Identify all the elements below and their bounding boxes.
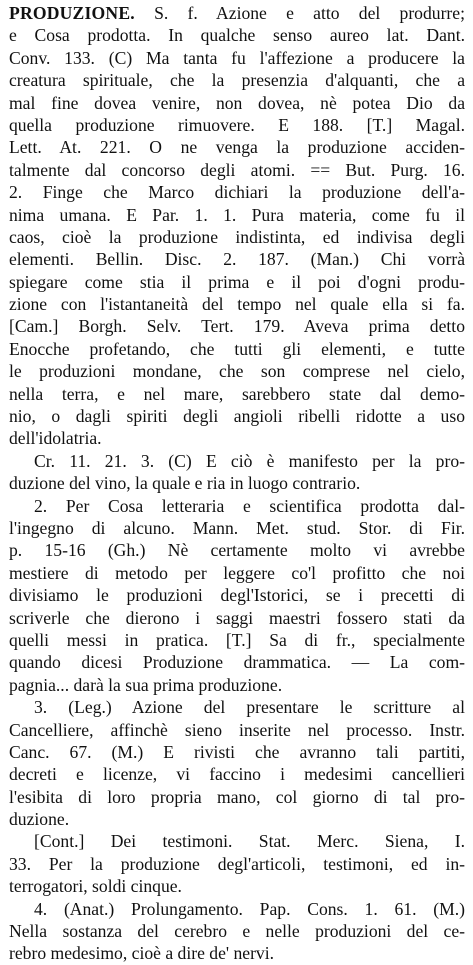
text-line: creatura spirituale, che la presenzia d'alquanti, che a: [9, 70, 465, 91]
text-line: divisiamo le produzioni degl'Istorici, se i precetti di: [9, 585, 465, 606]
text-line: nima umana. E Par. 1. 1. Pura materia, come fu il: [9, 204, 465, 225]
text-line: Nella sostanza del cerebro e nelle produzioni del ce-: [9, 921, 465, 942]
text-line: dell'idolatria.: [9, 428, 102, 449]
text-line: scriverle che dierono i saggi maestri fossero stati da: [9, 607, 465, 628]
text-line: decreti e licenze, vi faccino i medesimi cancellieri: [9, 764, 465, 785]
text-line: l'esibita di loro propria mano, col giorno di tal pro-: [9, 786, 465, 807]
text-line: zione con l'istantaneità del tempo nel quale ella si fa.: [9, 294, 465, 315]
text-line: quelli messi in pratica. [T.] Sa di fr., specialmente: [9, 629, 465, 650]
text-line: l'ingegno di alcuno. Mann. Met. stud. Stor. di Fir.: [9, 517, 465, 538]
text-line: quella produzione rimuovere. E 188. [T.] Magal.: [9, 114, 465, 135]
text-line: [Cam.] Borgh. Selv. Tert. 179. Aveva prima detto: [9, 316, 465, 337]
text-line: Canc. 67. (M.) E rivisti che avranno tali partiti,: [9, 741, 465, 762]
text-line: terrogatori, soldi cinque.: [9, 876, 182, 897]
text-line: 4. (Anat.) Prolungamento. Pap. Cons. 1. 61. (M.): [34, 898, 465, 919]
text-line: Cr. 11. 21. 3. (C) E ciò è manifesto per la pro-: [34, 450, 465, 471]
entry-first-line: [9, 2, 465, 24]
text-line: 33. Per la produzione degl'articoli, testimoni, ed in-: [9, 853, 465, 874]
headword: PRODUZIONE.: [9, 3, 135, 23]
text-line: 3. (Leg.) Azione del presentare le scritture al: [34, 697, 465, 718]
text-line: talmente dal concorso degli atomi. == But. Purg. 16.: [9, 159, 465, 180]
text-line: 2. Finge che Marco dichiari la produzione dell'a-: [9, 182, 465, 203]
text-line: Conv. 133. (C) Ma tanta fu l'affezione a producere la: [9, 47, 465, 68]
text-line: rebro medesimo, cioè a dire de' nervi.: [9, 943, 275, 964]
text-line: Lett. At. 221. O ne venga la produzione acciden-: [9, 137, 465, 158]
entry-body: [9, 24, 465, 964]
text-line: pagnia... darà la sua prima produzione.: [9, 674, 283, 695]
text-line: spiegare come stia il prima e il poi d'ogni produ-: [9, 271, 465, 292]
first-line-rest: S. f. Azione e atto del produrre;: [134, 3, 465, 23]
text-line: e Cosa prodotta. In qualche senso aureo lat. Dant.: [9, 25, 465, 46]
text-line: Enocche profetando, che tutti gli elementi, e tutte: [9, 338, 465, 359]
text-line: le produzioni mondane, che son comprese nel cielo,: [9, 361, 465, 382]
text-line: [Cont.] Dei testimoni. Stat. Merc. Siena, I.: [34, 831, 465, 852]
text-line: nio, o dagli spiriti degli angioli ribelli ridotte a uso: [9, 406, 465, 427]
text-line: p. 15-16 (Gh.) Nè certamente molto vi avrebbe: [9, 540, 465, 561]
text-line: duzione del vino, la quale e ria in luogo contrario.: [9, 473, 361, 494]
text-line: 2. Per Cosa letteraria e scientifica prodotta dal-: [34, 495, 465, 516]
text-line: mal fine dovea venire, non dovea, nè potea Dio da: [9, 92, 465, 113]
text-line: elementi. Bellin. Disc. 2. 187. (Man.) Chi vorrà: [9, 249, 465, 270]
text-line: mestiere di metodo per leggere co'l profitto che noi: [9, 562, 465, 583]
text-line: duzione.: [9, 809, 70, 830]
text-line: Cancelliere, affinchè sieno inserite nel processo. Instr.: [9, 719, 465, 740]
text-line: nella terra, e nel mare, sarebbero state dal demo-: [9, 383, 465, 404]
text-line: quando dicesi Produzione drammatica. — La com-: [9, 652, 465, 673]
text-line: caos, cioè la produzione indistinta, ed indivisa degli: [9, 226, 465, 247]
